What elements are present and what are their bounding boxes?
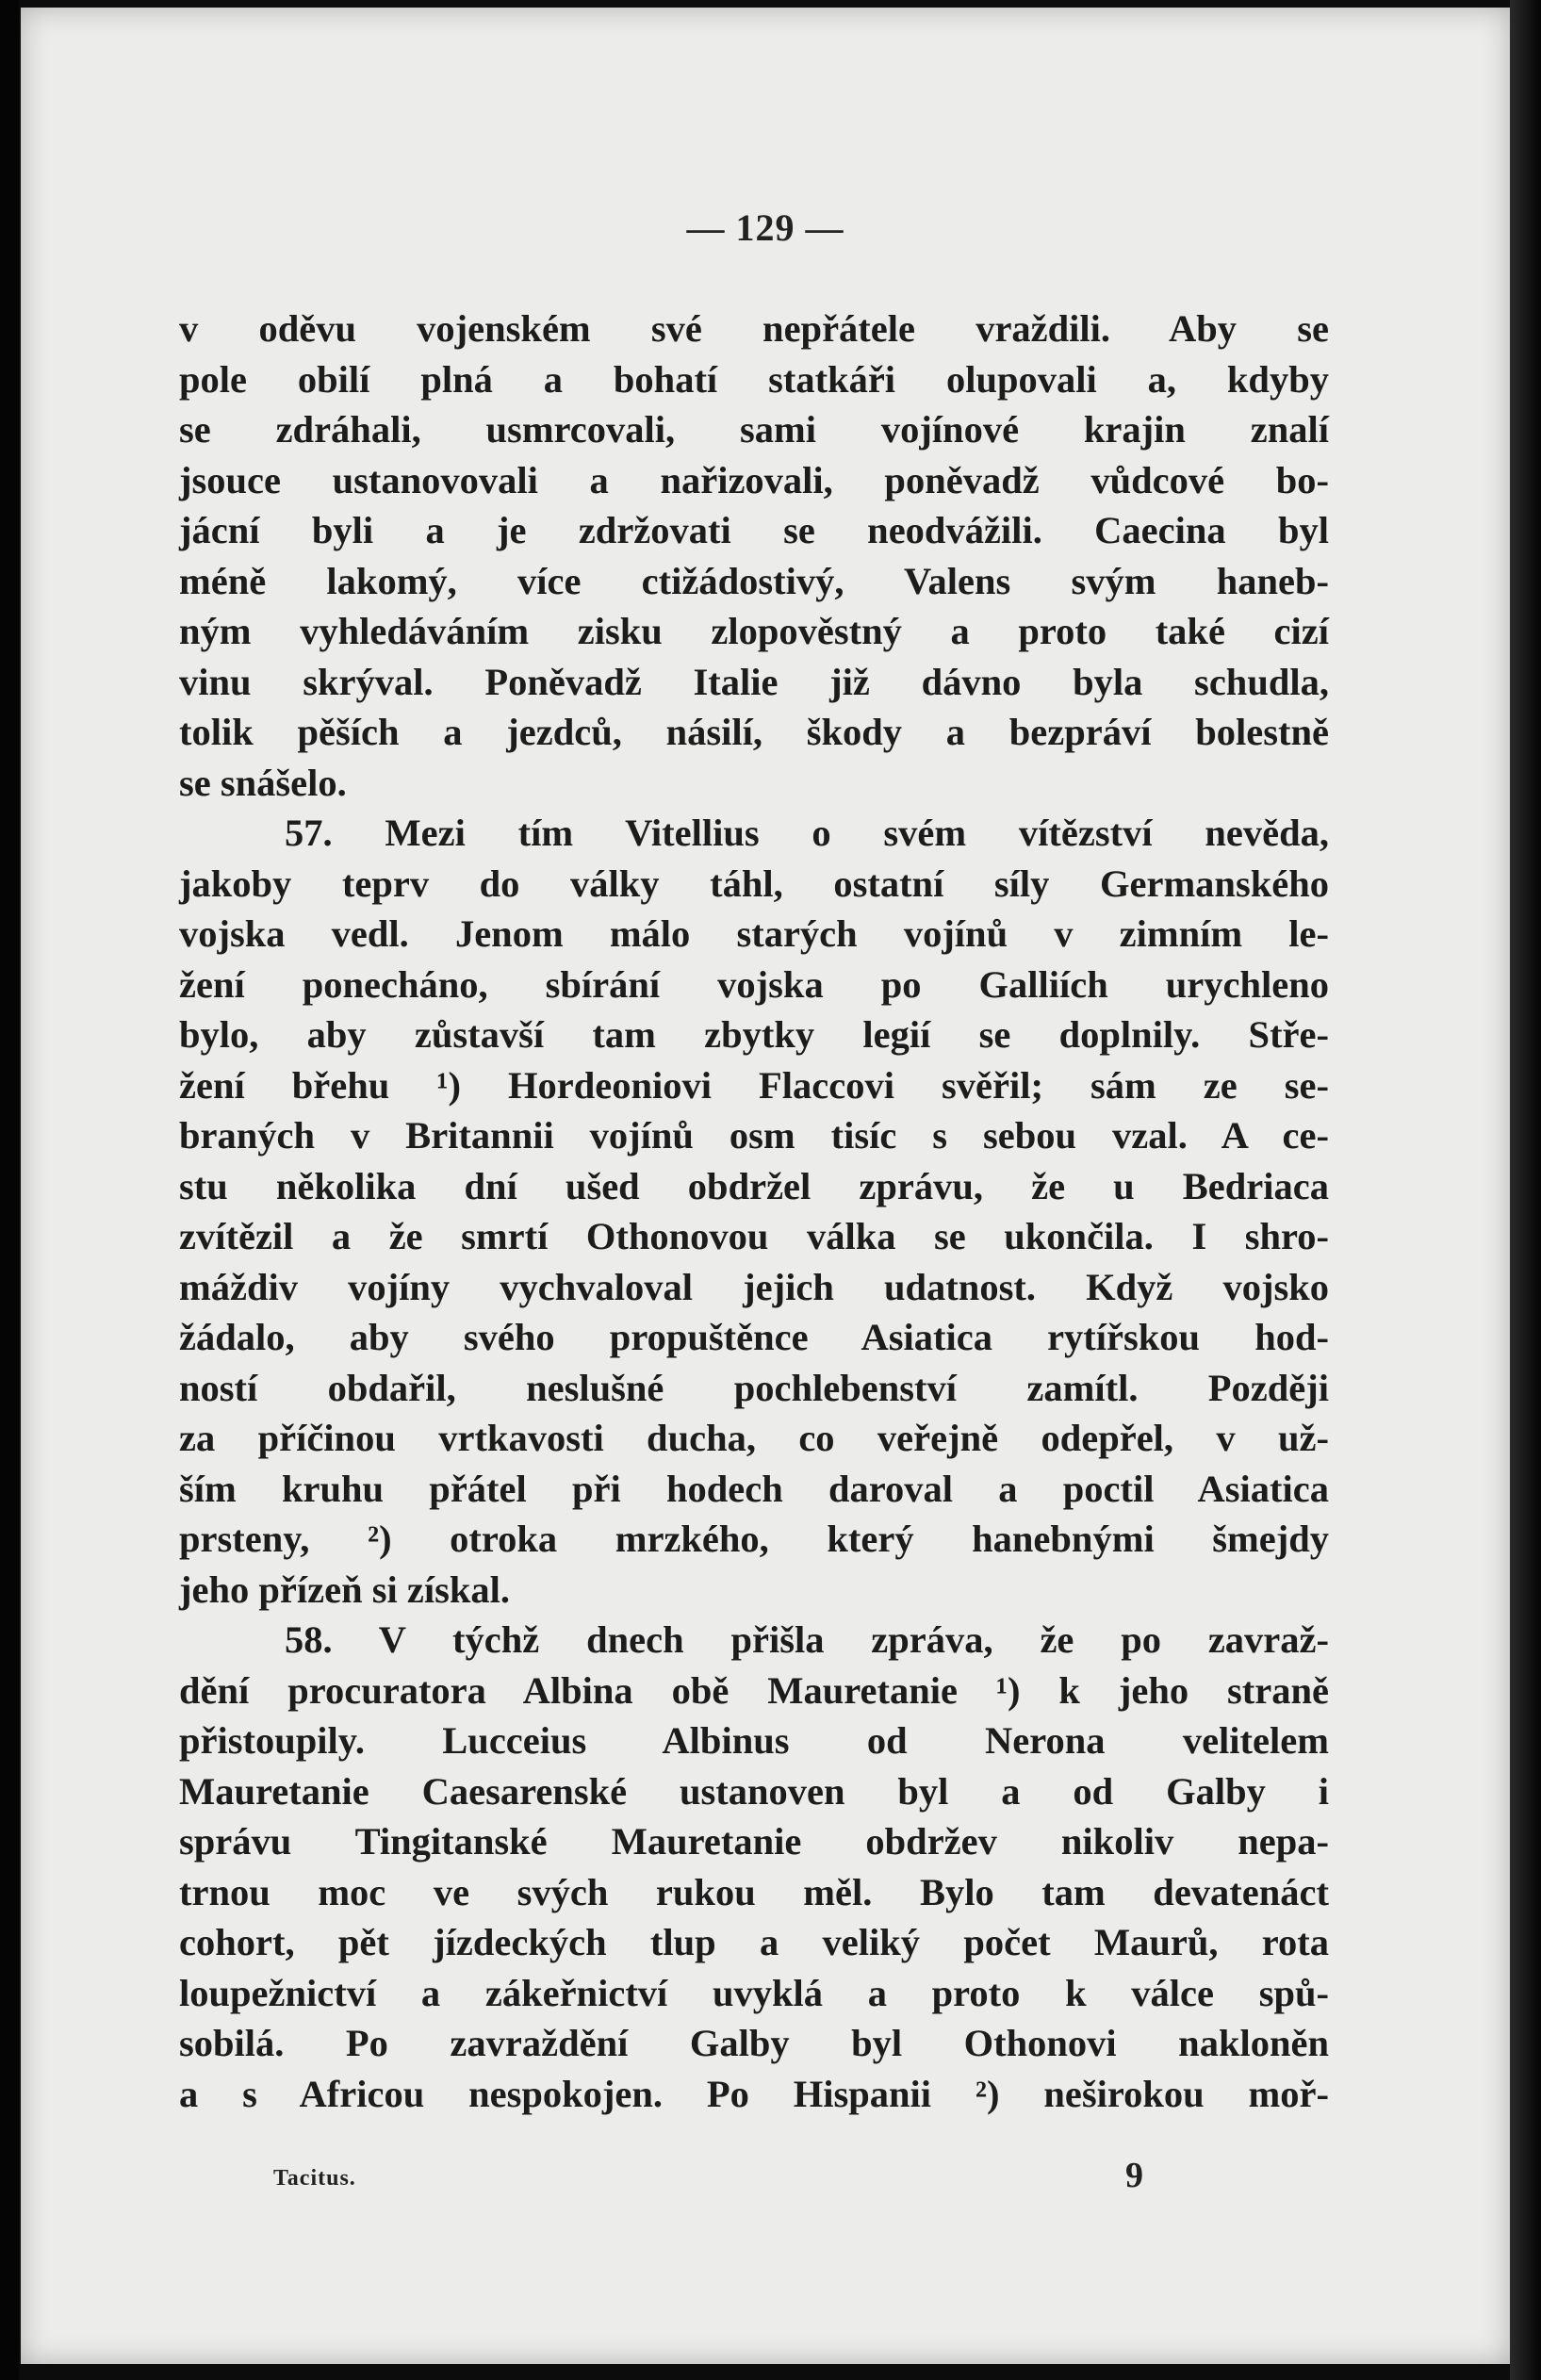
text-line: přistoupily. Lucceius Albinus od Nerona velitelem bbox=[179, 1719, 1329, 1762]
paragraph-start-57: 57. Mezi tím Vitellius o svém vítězství nevěda, bbox=[285, 812, 1329, 854]
text-line: ným vyhledáváním zisku zlopověstný a proto také cizí bbox=[179, 610, 1329, 652]
page-footer bbox=[179, 2155, 1329, 2211]
scan-border-right bbox=[1510, 0, 1541, 2380]
text-line: cohort, pět jízdeckých tlup a veliký počet Maurů, rota bbox=[179, 1921, 1329, 1963]
text-line: máždiv vojíny vychvaloval jejich udatnost. Když vojsko bbox=[179, 1265, 1329, 1308]
text-line: zvítězil a že smrtí Othonovou válka se ukončila. I shro- bbox=[179, 1215, 1329, 1257]
paragraph-start-58: 58. V týchž dnech přišla zpráva, že po zavraž- bbox=[285, 1618, 1329, 1661]
text-line: tolik pěších a jezdců, násilí, škody a bezpráví bolestně bbox=[179, 711, 1329, 753]
text-line: jakoby teprv do války táhl, ostatní síly Germanského bbox=[179, 862, 1329, 905]
text-line: pole obilí plná a bohatí statkáři olupovali a, kdyby bbox=[179, 357, 1329, 401]
body-text bbox=[179, 304, 1329, 2119]
text-line: se zdráhali, usmrcovali, sami vojínové krajin znalí bbox=[179, 408, 1329, 451]
text-line: ností obdařil, neslušné pochlebenství zamítl. Později bbox=[179, 1366, 1329, 1409]
text-line: žení ponecháno, sbírání vojska po Galliích urychleno bbox=[179, 962, 1329, 1006]
text-line: jsouce ustanovovali a nařizovali, poněvadž vůdcové bo- bbox=[179, 458, 1329, 501]
scan-border-left bbox=[0, 0, 19, 2380]
text-line: Mauretanie Caesarenské ustanoven byl a od Galby i bbox=[179, 1769, 1329, 1813]
text-line: trnou moc ve svých rukou měl. Bylo tam devatenáct bbox=[179, 1870, 1329, 1913]
text-line: žení břehu ¹) Hordeoniovi Flaccovi svěřil; sám ze se- bbox=[179, 1063, 1329, 1107]
text-line: braných v Britannii vojínů osm tisíc s sebou vzal. A ce- bbox=[179, 1114, 1329, 1157]
page-number: — 129 — bbox=[686, 206, 844, 249]
text-line: a s Africou nespokojen. Po Hispanii ²) neširokou moř- bbox=[179, 2072, 1329, 2115]
text-line: žádalo, aby svého propuštěnce Asiatica rytířskou hod- bbox=[179, 1316, 1329, 1358]
text-line: v oděvu vojenském své nepřátele vraždili. Aby se bbox=[179, 307, 1329, 350]
text-line: sobilá. Po zavraždění Galby byl Othonovi nakloněn bbox=[179, 2022, 1329, 2064]
text-line: ším kruhu přátel při hodech daroval a poctil Asiatica bbox=[179, 1467, 1329, 1510]
text-line: vojska vedl. Jenom málo starých vojínů v zimním le- bbox=[179, 912, 1329, 955]
text-line: jácní byli a je zdržovati se neodvážili. Caecina byl bbox=[179, 509, 1329, 551]
text-line: za příčinou vrtkavosti ducha, co veřejně odepřel, v už- bbox=[179, 1417, 1329, 1459]
text-line: dění procuratora Albina obě Mauretanie ¹) k jeho straně bbox=[179, 1668, 1329, 1712]
text-line: vinu skrýval. Poněvadž Italie již dávno byla schudla, bbox=[179, 660, 1329, 703]
text-line: stu několika dní ušed obdržel zprávu, že u Bedriaca bbox=[179, 1164, 1329, 1207]
text-line: prsteny, ²) otroka mrzkého, který hanebnými šmejdy bbox=[179, 1518, 1329, 1560]
text-line: jeho přízeň si získal. bbox=[179, 1568, 510, 1611]
text-line: bylo, aby zůstavší tam zbytky legií se doplnily. Stře- bbox=[179, 1013, 1329, 1056]
footer-book-title: Tacitus. bbox=[273, 2166, 356, 2191]
text-line: správu Tingitanské Mauretanie obdržev nikoliv nepa- bbox=[179, 1820, 1329, 1863]
footer-signature-mark: 9 bbox=[1125, 2156, 1143, 2195]
text-line: se snášelo. bbox=[179, 761, 347, 804]
book-page bbox=[21, 8, 1510, 2364]
text-line: méně lakomý, více ctižádostivý, Valens svým haneb- bbox=[179, 559, 1329, 602]
text-line: loupežnictví a zákeřnictví uvyklá a proto k válce spů- bbox=[179, 1971, 1329, 2014]
